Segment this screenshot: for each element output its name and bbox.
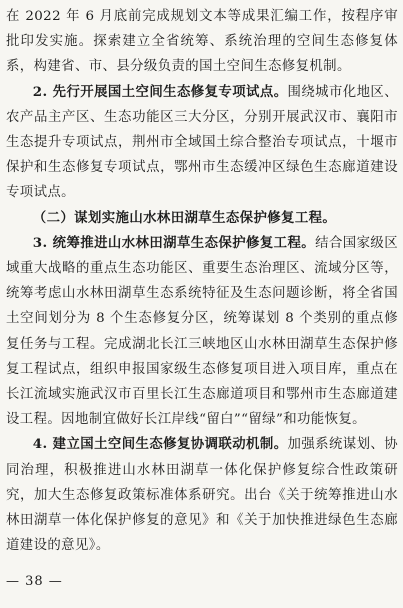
section-heading	[6, 206, 398, 231]
section-heading-text: （二）谋划实施山水林田湖草生态保护修复工程。	[32, 209, 337, 226]
paragraph-item-3	[6, 231, 398, 433]
item-heading: 4. 建立国土空间生态修复协调联动机制。	[32, 436, 288, 453]
document-body	[6, 4, 398, 558]
paragraph-item-4	[6, 432, 398, 558]
paragraph-text: 结合国家级区域重大战略的重点生态功能区、重要生态治理区、流域分区等，统筹考虑山水林田湖草生态系统特征及生态问题诊断，将全省国土空间划分为 8 个生态修复分区，统筹谋划 8 个类别的重点修复任务与工程。完成湖北长江三峡地区山水林田湖草生态保护修复工程试点，组织申报国家级生态修复项目进入项目库，重点在长江流域实施武汉市百里长江生态廊道项目和鄂州市生态廊道建设工程。因地制宜做好长江岸线“留白”“留绿”和功能恢复。	[6, 235, 398, 428]
paragraph-intro	[6, 4, 398, 80]
paragraph-text: 在 2022 年 6 月底前完成规划文本等成果汇编工作，按程序审批印发实施。探索建立全省统筹、系统治理的空间生态修复体系，构建省、市、县分级负责的国土空间生态修复机制。	[6, 9, 398, 75]
paragraph-text: 围绕城市化地区、农产品主产区、生态功能区三大分区，分别开展武汉市、襄阳市生态提升专项试点，荆州市全域国土综合整治专项试点，十堰市保护和生态修复专项试点，鄂州市生态缓冲区绿色生态廊道建设专项试点。	[6, 84, 399, 201]
page-number: — 38 —	[6, 574, 63, 589]
item-heading: 2. 先行开展国土空间生态修复专项试点。	[32, 83, 288, 100]
paragraph-item-2	[6, 80, 398, 206]
item-heading: 3. 统筹推进山水林田湖草生态保护修复工程。	[32, 234, 316, 251]
paragraph-text: 加强系统谋划、协同治理，积极推进山水林田湖草一体化保护修复综合性政策研究，加大生态修复政策标准体系研究。出台《关于统筹推进山水林田湖草一体化保护修复的意见》和《关于加快推进绿色生态廊道建设的意见》。	[6, 437, 399, 554]
